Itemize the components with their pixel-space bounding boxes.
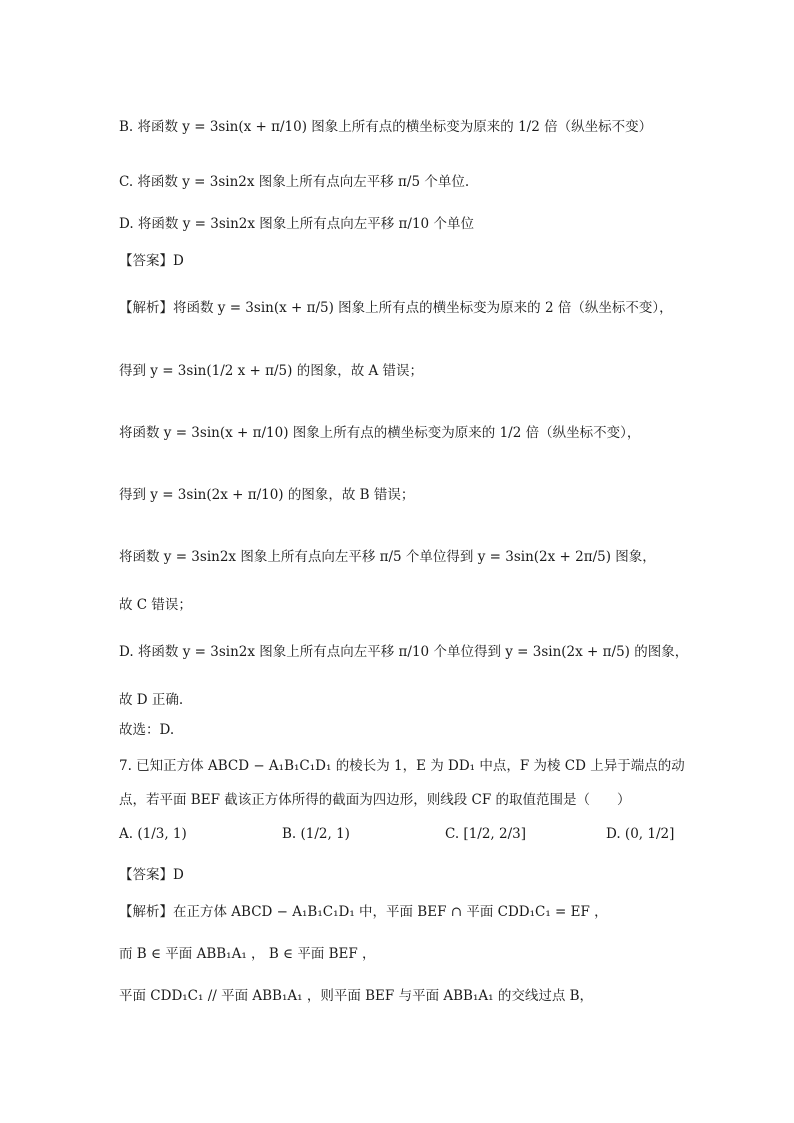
text-line: 将函数 y = 3sin2x 图象上所有点向左平移 π/5 个单位得到 y = 3sin(2x + 2π/5) 图象，: [119, 549, 656, 565]
question-line: 点，若平面 BEF 截该正方体所得的截面为四边形，则线段 CF 的取值范围是（ ）: [119, 792, 631, 808]
text-line: C. 将函数 y = 3sin2x 图象上所有点向左平移 π/5 个单位.: [119, 174, 470, 190]
text-line: 【解析】将函数 y = 3sin(x + π/5) 图象上所有点的横坐标变为原来的 2 倍（纵坐标不变），: [119, 300, 673, 316]
option-b: B. (1/2, 1): [282, 826, 350, 842]
text-line: 故 D 正确.: [119, 692, 184, 708]
answer-label: 【答案】D: [119, 253, 184, 269]
text-line: 将函数 y = 3sin(x + π/10) 图象上所有点的横坐标变为原来的 1/2 倍（纵坐标不变），: [119, 425, 641, 441]
text-line: 故 C 错误；: [119, 597, 192, 613]
text-line: 平面 CDD₁C₁ // 平面 ABB₁A₁ ，则平面 BEF 与平面 ABB₁A₁ 的交线过点 B，: [119, 988, 594, 1004]
option-c: C. [1/2, 2/3]: [445, 826, 526, 842]
option-a: A. (1/3, 1): [119, 826, 187, 842]
text-line: 【解析】在正方体 ABCD − A₁B₁C₁D₁ 中，平面 BEF ∩ 平面 CDD₁C₁ = EF ，: [119, 904, 608, 920]
text-line: 而 B ∈ 平面 ABB₁A₁ ， B ∈ 平面 BEF ，: [119, 946, 376, 962]
text-line: D. 将函数 y = 3sin2x 图象上所有点向左平移 π/10 个单位得到 y = 3sin(2x + π/5) 的图象，: [119, 644, 689, 660]
text-line: 得到 y = 3sin(2x + π/10) 的图象，故 B 错误；: [119, 487, 415, 503]
text-line: D. 将函数 y = 3sin2x 图象上所有点向左平移 π/10 个单位: [119, 216, 474, 232]
text-line: B. 将函数 y = 3sin(x + π/10) 图象上所有点的横坐标变为原来的 1/2 倍（纵坐标不变）: [119, 119, 653, 135]
text-line: 故选：D.: [119, 722, 175, 738]
answer-label: 【答案】D: [119, 867, 184, 883]
text-line: 得到 y = 3sin(1/2 x + π/5) 的图象，故 A 错误；: [119, 363, 424, 379]
option-d: D. (0, 1/2]: [606, 826, 675, 842]
question-line: 7. 已知正方体 ABCD − A₁B₁C₁D₁ 的棱长为 1，E 为 DD₁ 中点，F 为棱 CD 上异于端点的动: [119, 758, 685, 774]
